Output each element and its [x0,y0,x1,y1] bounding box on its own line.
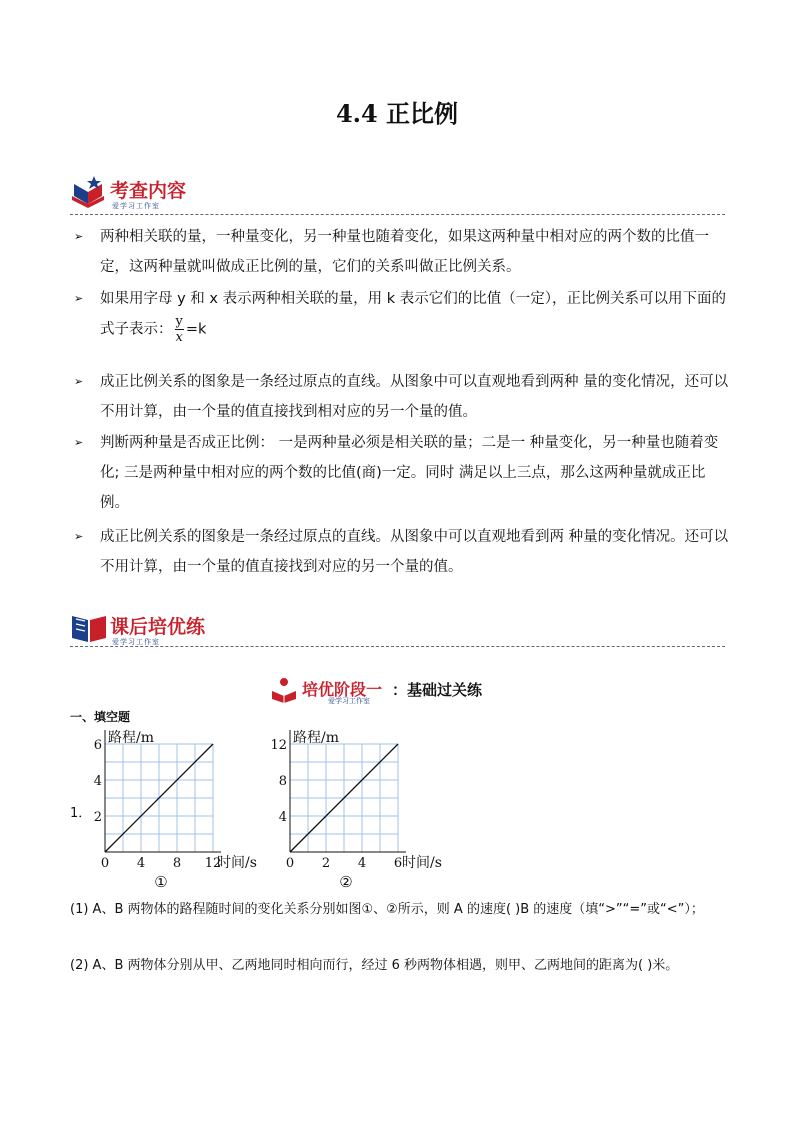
x-tick-label: 4 [136,856,146,871]
section-subtitle: 爱学习工作室 [112,202,160,210]
sub-question-1: (1) A、B 两物体的路程随时间的变化关系分别如图①、②所示，则 A 的速度( )B 的速度（填“>”“=”或“<”）； [70,902,704,917]
stage-title: 培优阶段一 [302,680,383,699]
section-title: 课后培优练 [110,616,206,638]
x-tick-label: 12 [204,856,222,871]
x-tick-label: 0 [285,856,295,871]
book-star-icon [70,174,108,210]
divider [70,214,725,215]
x-tick-label: 8 [172,856,182,871]
y-tick-label: 12 [270,738,287,753]
x-axis-label: 时间/s [402,855,442,871]
section-banner-content [70,172,270,212]
page-title: 4.4 正比例 [335,99,459,128]
section-subtitle: 爱学习工作室 [112,638,160,646]
chart-caption: ② [339,873,353,891]
x-tick-label: 6 [393,856,403,871]
fraction: $\frac{y}{x}$ [175,314,183,345]
y-axis-label: 路程/m [293,730,339,746]
arrow-bullet-icon: ➢ [74,530,84,543]
bullet-item: ➢ 成正比例关系的图象是一条经过原点的直线。从图象中可以直观地看到两 种量的变化情况。还可以不用计算，由一个量的值直接找到对应的另一个量的值。 [74,522,734,582]
open-book-icon [70,610,108,644]
reading-person-icon [270,677,298,703]
x-tick-label: 4 [357,856,367,871]
y-tick-label: 2 [93,810,102,825]
chart-graph-2 [270,722,460,897]
arrow-bullet-icon: ➢ [74,375,84,388]
question-type: 一、填空题 [70,710,131,724]
y-tick-label: 6 [93,738,102,753]
stage-subtitle: 基础过关练 [407,681,483,699]
bullet-text: 如果用字母 y 和 x 表示两种相关联的量，用 k 表示它们的比值（一定），正比例关系可以用下面的式子表示： [100,291,726,338]
stage-tag: 爱学习工作室 [328,697,370,705]
sub-question-2: (2) A、B 两物体分别从甲、乙两地同时相向而行，经过 6 秒两物体相遇，则甲、乙两地间的距离为( )米。 [70,958,679,973]
section-title: 考查内容 [110,180,187,202]
bullet-item: ➢ 如果用字母 y 和 x 表示两种相关联的量，用 k 表示它们的比值（一定），正比例关系可以用下面的式子表示： $\frac{y}{x}$ =k [74,284,734,345]
x-axis-label: 时间/s [217,855,257,871]
y-tick-label: 4 [278,810,287,825]
bullet-item: ➢ 两种相关联的量，一种量变化，另一种量也随着变化，如果这两种量中相对应的两个数的比值一定，这两种量就叫做成正比例的量，它们的关系叫做正比例关系。 [74,222,734,282]
arrow-bullet-icon: ➢ [74,292,84,305]
section-banner-practice [70,608,270,648]
bullet-item: ➢ 判断两种量是否成正比例： 一是两种量必须是相关联的量；二是一 种量变化，另一种量也随着变化; 三是两种量中相对应的两个数的比值(商)一定。同时 满足以上三点，那么这两种量就成正比例。 [74,428,734,518]
divider [70,646,725,647]
y-tick-label: 8 [278,774,287,789]
y-axis-label: 路程/m [108,730,154,746]
chart-graph-1 [85,722,275,897]
arrow-bullet-icon: ➢ [74,436,84,449]
bullet-item: ➢ 成正比例关系的图象是一条经过原点的直线。从图象中可以直观地看到两种 量的变化情况，还可以不用计算，由一个量的值直接找到相对应的另一个量的值。 [74,367,734,427]
chart-caption: ① [154,873,168,891]
x-tick-label: 2 [321,856,331,871]
y-tick-label: 4 [93,774,102,789]
stage-heading: 培优阶段一 爱学习工作室 ： 基础过关练 [270,675,550,707]
question-number: 1． [70,806,92,821]
arrow-bullet-icon: ➢ [74,230,84,243]
x-tick-label: 0 [100,856,110,871]
